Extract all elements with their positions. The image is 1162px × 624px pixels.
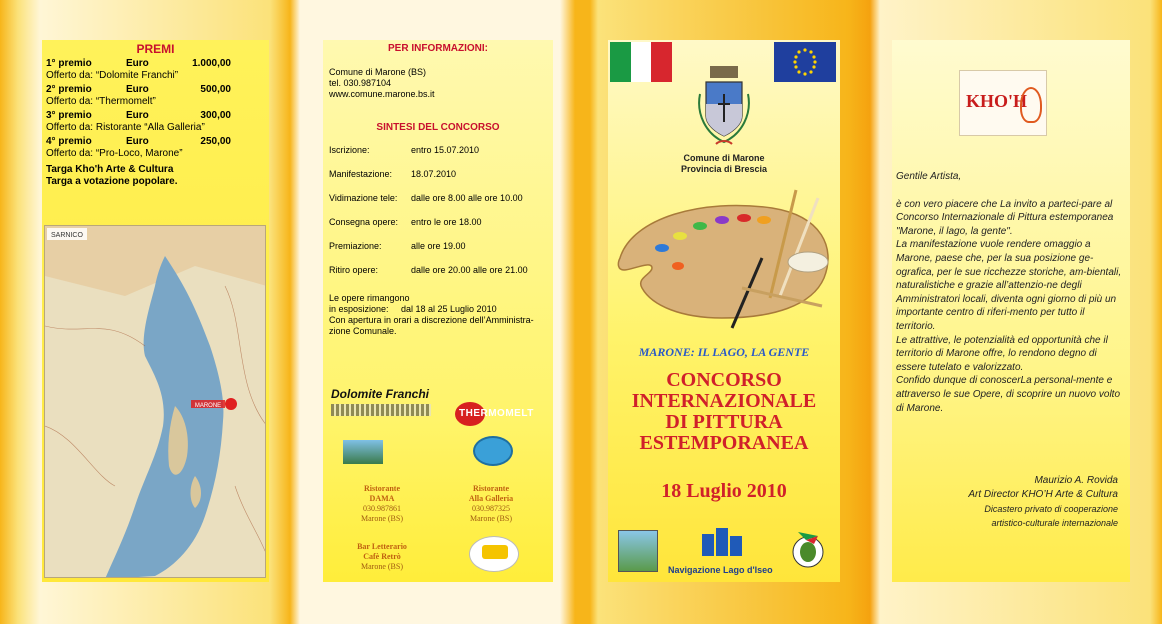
main-title-line: CONCORSO: [666, 369, 782, 391]
schedule-table: [323, 145, 553, 289]
sponsor-galleria: [441, 484, 541, 524]
note-line-3: Con apertura in orari a discrezione dell’Amministra-zione Comunale.: [329, 315, 534, 336]
contact-info: [323, 67, 553, 100]
thermomelt-text: THERMOMELT: [459, 408, 534, 419]
eu-flag-icon: [774, 42, 836, 82]
sign-name: Maurizio A. Rovida: [1034, 475, 1118, 486]
proloco-logo: [469, 536, 519, 572]
palette-illustration: [612, 178, 836, 338]
schedule-row: [329, 193, 553, 217]
prizes-panel: [42, 40, 269, 582]
bar-line-1: Bar Letterario: [357, 542, 407, 551]
schedule-value: 18.07.2010: [411, 169, 457, 179]
prize-offered: Offerto da: “Dolomite Franchi”: [46, 70, 179, 81]
prize-rank: 2° premio: [46, 84, 92, 95]
sign-dept-2: artistico-culturale internazionale: [991, 518, 1118, 528]
schedule-value: alle ore 19.00: [411, 241, 466, 251]
note-line-2: [329, 304, 548, 315]
premi-title: PREMI: [136, 42, 175, 56]
prize-currency: Euro: [126, 84, 149, 95]
olive-logo: [788, 526, 828, 570]
prize-item: [42, 58, 269, 82]
prize-rank: 4° premio: [46, 136, 92, 147]
thermomelt-logo: [455, 402, 535, 426]
schedule-key: Consegna opere:: [329, 217, 399, 227]
galleria-city: Marone (BS): [470, 514, 512, 523]
main-title-line: DI PITTURA: [665, 411, 783, 433]
schedule-key: Manifestazione:: [329, 169, 393, 179]
schedule-value: dalle ore 8.00 alle ore 10.00: [411, 193, 523, 203]
letter-paragraph-1: è con vero piacere che La invito a parteci-pare al Concorso Internazionale di Pittura estemporanea "Marone, il lago, la gente".: [896, 198, 1114, 237]
seal-logo: [473, 436, 513, 466]
exhibition-note: [323, 293, 548, 337]
dama-city: Marone (BS): [361, 514, 403, 523]
sponsor-dama: [337, 484, 427, 524]
schedule-key: Premiazione:: [329, 241, 382, 251]
dolomite-franchi-logo: [331, 388, 431, 422]
main-title-line: ESTEMPORANEA: [639, 432, 809, 454]
targa-popolare: Targa a votazione popolare.: [46, 176, 178, 187]
prize-currency: Euro: [126, 136, 149, 147]
letter-greeting: Gentile Artista,: [896, 171, 962, 182]
sign-dept-1: Dicastero privato di cooperazione: [984, 504, 1118, 514]
info-line-web[interactable]: www.comune.marone.bs.it: [329, 89, 435, 99]
artist-letter: [896, 170, 1122, 415]
letter-panel: [892, 40, 1130, 582]
prize-item: [42, 110, 269, 134]
prize-rank: 3° premio: [46, 110, 92, 121]
prize-offered: Offerto da: “Thermomelt”: [46, 96, 156, 107]
bar-line-2: Cafè Retrò: [363, 552, 401, 561]
note-line-1: Le opere rimangono: [329, 293, 410, 303]
letter-paragraph-2: La manifestazione vuole rendere omaggio a Marone, paese che, per la sua posizione ge-ografica, per le sue ricchezze storiche, am-bientali, naturalistiche e grazie all’attenzio-ne degli Amministratori locali, diventa ogni giorno di più un importante centro di riferi-mento per tutto il territorio.: [896, 239, 1122, 332]
khoh-logo: [959, 70, 1047, 136]
bar-city: Marone (BS): [361, 562, 403, 571]
galleria-line-1: Ristorante: [473, 484, 509, 493]
prize-offered: Offerto da: “Pro-Loco, Marone”: [46, 148, 183, 159]
schedule-row: [329, 145, 553, 169]
dama-line-1: Ristorante: [364, 484, 400, 493]
crest-caption: [608, 153, 840, 175]
schedule-value: entro le ore 18.00: [411, 217, 482, 227]
prize-item: [42, 136, 269, 160]
schedule-key: Vidimazione tele:: [329, 193, 398, 203]
main-title-line: INTERNAZIONALE: [631, 390, 817, 412]
prize-offered: Offerto da: Ristorante “Alla Galleria”: [46, 122, 205, 133]
lake-map: [44, 225, 266, 578]
schedule-row: [329, 169, 553, 193]
navigazione-logo: [700, 526, 744, 558]
info-panel: [323, 40, 553, 582]
signature-block: [968, 474, 1118, 530]
schedule-key: Ritiro opere:: [329, 265, 379, 275]
map-top-label: SARNICO: [51, 232, 83, 239]
slogan: MARONE: IL LAGO, LA GENTE: [638, 345, 810, 359]
map-city-label: MARONE: [194, 403, 222, 409]
sign-role: Art Director KHO’H Arte & Cultura: [968, 489, 1118, 500]
schedule-row: [329, 217, 553, 241]
sponsor-bar: [337, 542, 427, 572]
schedule-value: dalle ore 20.00 alle ore 21.00: [411, 265, 528, 275]
prize-currency: Euro: [126, 58, 149, 69]
prize-amount: 1.000,00: [192, 58, 231, 69]
prize-amount: 300,00: [200, 110, 231, 121]
targa-khoh: Targa Kho'h Arte & Cultura: [46, 164, 174, 175]
crest-caption-provincia: Provincia di Brescia: [680, 164, 768, 174]
prize-amount: 250,00: [200, 136, 231, 147]
dolomite-franchi-text: Dolomite Franchi: [331, 387, 430, 401]
note-exhibit-value: dal 18 al 25 Luglio 2010: [401, 304, 497, 314]
letter-paragraph-4: Confido dunque di conoscerLa personal-mente e attraverso le sue Opere, di scoprire un nuovo volto di Marone.: [896, 375, 1121, 414]
regional-logo: [618, 530, 658, 572]
galleria-line-2: Alla Galleria: [468, 494, 514, 503]
navigazione-label: Navigazione Lago d'Iseo: [668, 565, 773, 575]
schedule-row: [329, 265, 553, 289]
info-line-comune: Comune di Marone (BS): [329, 67, 427, 77]
dolomite-image: [343, 440, 383, 464]
info-title: PER INFORMAZIONI:: [388, 43, 488, 54]
letter-paragraph-3: Le attrattive, le potenzialità ed opportunità che il territorio di Marone offre, lo rendono degno di essere tutelato e valorizzato.: [896, 334, 1108, 373]
italy-flag-icon: [610, 42, 672, 82]
schedule-row: [329, 241, 553, 265]
event-date: 18 Luglio 2010: [661, 480, 787, 502]
main-title: [608, 370, 840, 454]
prize-amount: 500,00: [200, 84, 231, 95]
crest-caption-comune: Comune di Marone: [683, 153, 765, 163]
khoh-logo-text: KHO'H: [966, 91, 1028, 111]
lake-map-drawing: [45, 226, 266, 578]
sintesi-title: SINTESI DEL CONCORSO: [376, 122, 500, 133]
prize-rank: 1° premio: [46, 58, 92, 69]
schedule-key: Iscrizione:: [329, 145, 370, 155]
cover-panel: [608, 40, 840, 582]
prize-item: [42, 84, 269, 108]
dama-tel: 030.987861: [363, 504, 401, 513]
info-line-tel: tel. 030.987104: [329, 78, 392, 88]
municipal-crest-icon: [696, 64, 752, 150]
schedule-value: entro 15.07.2010: [411, 145, 480, 155]
prize-list: [42, 58, 269, 160]
dama-line-2: DAMA: [369, 494, 395, 503]
note-exhibit-key: in esposizione:: [329, 304, 389, 314]
prize-currency: Euro: [126, 110, 149, 121]
galleria-tel: 030.987325: [472, 504, 510, 513]
